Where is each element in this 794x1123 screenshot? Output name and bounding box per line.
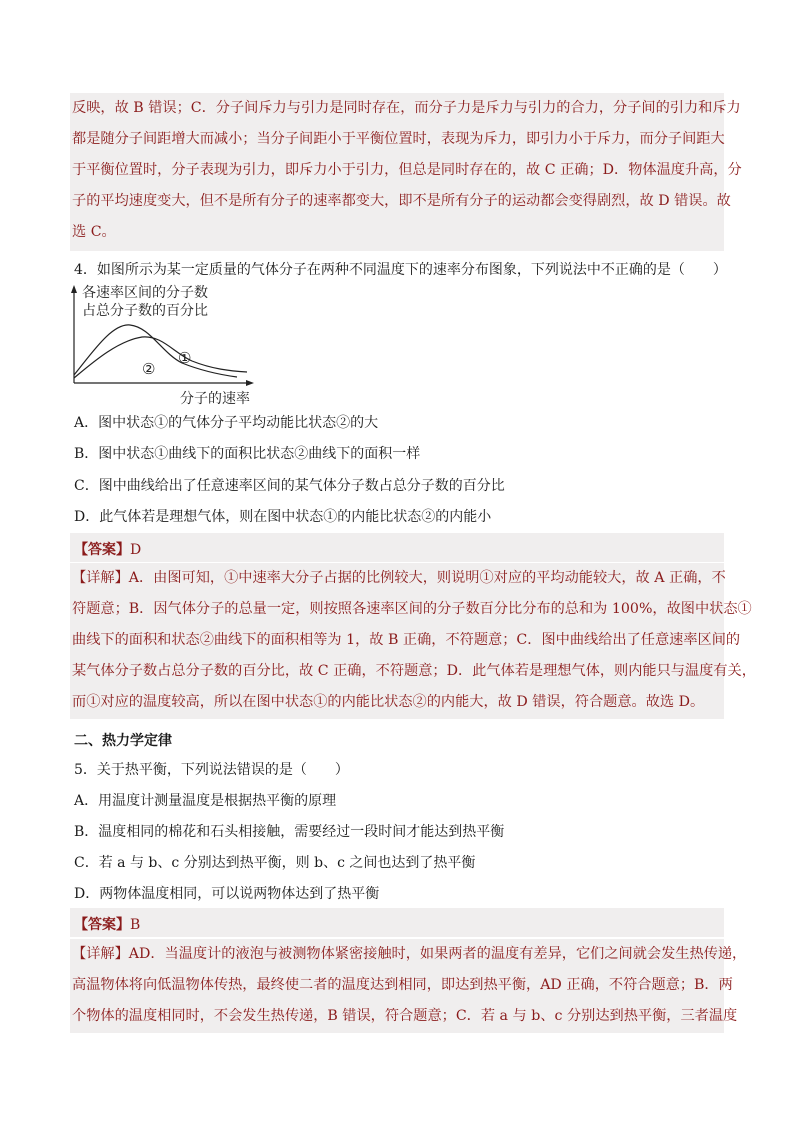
ylabel-line2: 占总分子数的百分比: [82, 303, 208, 319]
analysis-line: 【详解】A．由图可知，①中速率大分子占据的比例较大，则说明①对应的平均动能较大，故 A 正确，不: [72, 570, 726, 586]
analysis-line: 都是随分子间距增大而减小；当分子间距小于平衡位置时，表现为斥力，即引力小于斥力，而分子间距大: [72, 131, 725, 147]
q5-option-a: A．用温度计测量温度是根据热平衡的原理: [74, 793, 337, 809]
analysis-line: 子的平均速度变大，但不是所有分子的速率都变大，即不是所有分子的运动都会变得剧烈，故 D 错误。故: [72, 193, 731, 209]
xlabel: 分子的速率: [180, 391, 250, 407]
q5-analysis-block: [70, 939, 747, 1033]
analysis-line: 曲线下的面积和状态②曲线下的面积相等为 1，故 B 正确，不符题意；C．图中曲线给出了任意速率区间的: [72, 632, 741, 648]
q5-answer-block: [70, 908, 724, 937]
section-title: 二、热力学定律: [74, 733, 172, 749]
answer-value: B: [130, 917, 141, 933]
curve-1-label: ①: [178, 349, 192, 367]
question-5-stem: 5．关于热平衡，下列说法错误的是（ ）: [74, 762, 349, 778]
q5-option-d: D．两物体温度相同，可以说两物体达到了热平衡: [74, 886, 380, 902]
q5-option-c: C．若 a 与 b、c 分别达到热平衡，则 b、c 之间也达到了热平衡: [74, 855, 476, 871]
analysis-line: 某气体分子数占总分子数的百分比，故 C 正确，不符题意；D．此气体若是理想气体，则内能只与温度有关，: [72, 663, 756, 679]
top-analysis-block: [70, 93, 742, 251]
ylabel-line1: 各速率区间的分子数: [82, 285, 208, 301]
q4-option-b: B．图中状态①曲线下的面积比状态②曲线下的面积一样: [74, 446, 421, 462]
q4-answer: [74, 539, 141, 559]
curve-2-label: ②: [142, 360, 156, 378]
analysis-line: 而①对应的温度较高，所以在图中状态①的内能比状态②的内能大，故 D 错误，符合题意。故选 D。: [72, 694, 705, 710]
analysis-line: 于平衡位置时，分子表现为引力，即斥力小于引力，但总是同时存在的，故 C 正确；D．物体温度升高，分: [72, 162, 742, 178]
analysis-line: 【详解】AD．当温度计的液泡与被测物体紧密接触时，如果两者的温度有差异，它们之间就会发生热传递，: [72, 946, 747, 962]
q5-option-b: B．温度相同的棉花和石头相接触，需要经过一段时间才能达到热平衡: [74, 824, 505, 840]
answer-value: D: [130, 542, 142, 558]
q4-option-a: A．图中状态①的气体分子平均动能比状态②的大: [74, 415, 379, 431]
curve-2: [74, 325, 237, 377]
q4-answer-block: [70, 533, 724, 562]
answer-label: 【答案】: [74, 542, 130, 558]
q4-analysis-block: [70, 563, 756, 719]
analysis-line: 高温物体将向低温物体传热，最终使二者的温度达到相同，即达到热平衡，AD 正确，不符合题意；B．两: [72, 977, 733, 993]
x-axis-arrow: [246, 380, 254, 386]
analysis-line: 选 C。: [72, 224, 116, 240]
question-4-stem: 4．如图所示为某一定质量的气体分子在两种不同温度下的速率分布图象，下列说法中不正确的是（ ）: [74, 262, 727, 278]
answer-label: 【答案】: [74, 917, 130, 933]
q4-option-d: D．此气体若是理想气体，则在图中状态①的内能比状态②的内能小: [74, 509, 492, 525]
analysis-line: 个物体的温度相同时，不会发生热传递，B 错误，符合题意；C．若 a 与 b、c 分别达到热平衡，三者温度: [72, 1008, 738, 1024]
y-axis-arrow: [71, 285, 77, 293]
speed-distribution-figure: [62, 283, 262, 408]
analysis-line: 反映，故 B 错误；C．分子间斥力与引力是同时存在，而分子力是斥力与引力的合力，分子间的引力和斥力: [72, 100, 741, 116]
analysis-line: 符题意；B．因气体分子的总量一定，则按照各速率区间的分子数百分比分布的总和为 100%，故图中状态①: [72, 601, 752, 617]
q4-option-c: C．图中曲线给出了任意速率区间的某气体分子数占总分子数的百分比: [74, 478, 505, 494]
q5-answer: [74, 914, 140, 934]
